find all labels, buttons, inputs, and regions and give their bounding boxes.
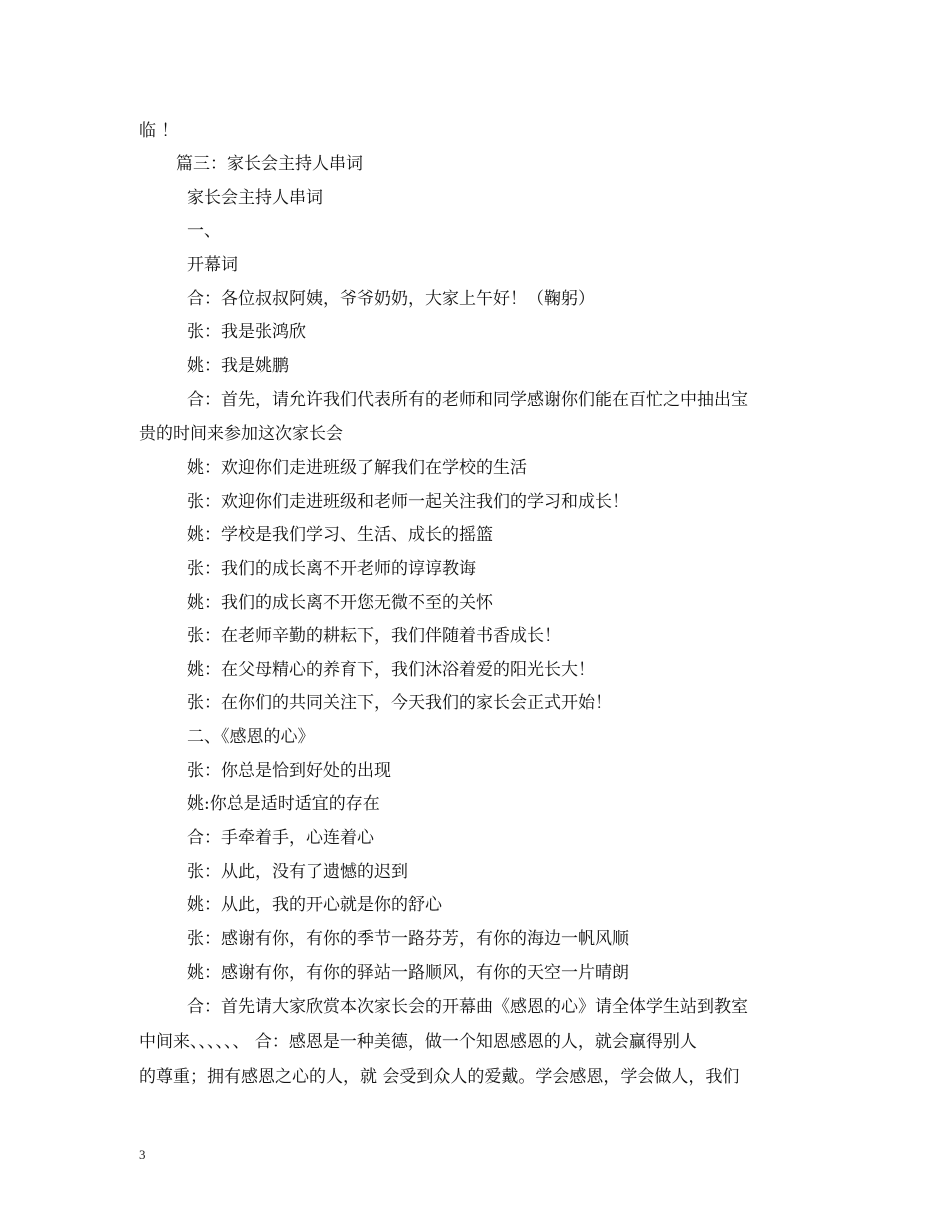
text-line: 姚：学校是我们学习、生活、成长的摇篮 — [187, 525, 493, 545]
text-line: 张：我们的成长离不开老师的谆谆教诲 — [187, 559, 476, 579]
text-line: 张：我是张鸿欣 — [187, 322, 306, 342]
text-line: 姚：我是姚鹏 — [187, 356, 289, 376]
text-line: 姚：从此，我的开心就是你的舒心 — [187, 895, 442, 915]
text-line: 中间来、、、、、、 合：感恩是一种美德，做一个知恩感恩的人，就会赢得别人 — [139, 1032, 697, 1052]
text-line: 姚：我们的成长离不开您无微不至的关怀 — [187, 593, 493, 613]
section-heading: 篇三：家长会主持人串词 — [176, 154, 363, 174]
text-line: 张：在老师辛勤的耕耘下，我们伴随着书香成长！ — [187, 626, 561, 646]
text-line: 合：手牵着手，心连着心 — [187, 828, 374, 848]
text-line: 姚：感谢有你，有你的驿站一路顺风，有你的天空一片晴朗 — [187, 963, 629, 983]
page-number: 3 — [139, 1147, 146, 1162]
text-line: 张：从此，没有了遗憾的迟到 — [187, 862, 408, 882]
text-line: 合：首先，请允许我们代表所有的老师和同学感谢你们能在百忙之中抽出宝 — [187, 390, 748, 410]
text-line: 一、 — [187, 221, 221, 241]
section-heading: 二、《感恩的心》 — [187, 727, 315, 747]
text-line: 合：首先请大家欣赏本次家长会的开幕曲《感恩的心》请全体学生站到教室 — [187, 997, 748, 1017]
text-line: 合：各位叔叔阿姨，爷爷奶奶，大家上午好！（鞠躬） — [187, 289, 595, 309]
text-line: 姚：欢迎你们走进班级了解我们在学校的生活 — [187, 458, 527, 478]
text-line: 张：欢迎你们走进班级和老师一起关注我们的学习和成长！ — [187, 492, 629, 512]
text-line: 张：你总是恰到好处的出现 — [187, 761, 391, 781]
document-title: 家长会主持人串词 — [187, 188, 323, 208]
text-line: 张：在你们的共同关注下，今天我们的家长会正式开始！ — [187, 693, 612, 713]
text-line: 张：感谢有你，有你的季节一路芬芳，有你的海边一帆风顺 — [187, 929, 629, 949]
text-line: 的尊重；拥有感恩之心的人，就 会受到众人的爱戴。学会感恩，学会做人，我们 — [139, 1067, 740, 1087]
text-line: 开幕词 — [187, 255, 238, 275]
text-line: 贵的时间来参加这次家长会 — [139, 424, 343, 444]
text-line: 姚：在父母精心的养育下，我们沐浴着爱的阳光长大！ — [187, 660, 595, 680]
text-line: 临 ！ — [139, 121, 179, 141]
text-line: 姚:你总是适时适宜的存在 — [187, 794, 380, 814]
